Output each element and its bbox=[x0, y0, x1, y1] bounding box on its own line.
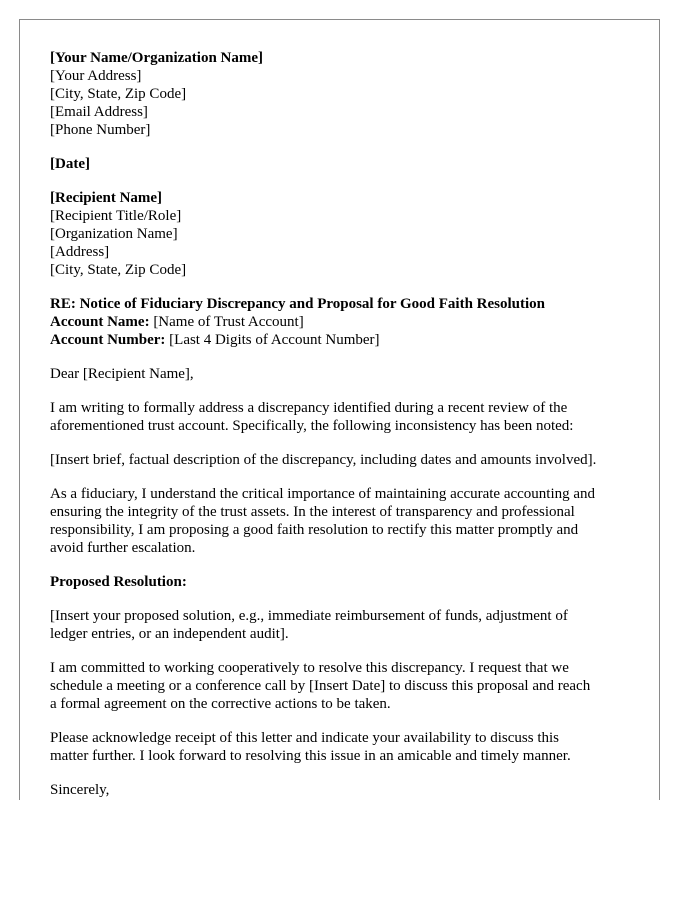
intro-paragraph bbox=[50, 399, 650, 435]
letter-date: [Date] bbox=[50, 156, 90, 172]
account-name-label: Account Name: bbox=[50, 314, 150, 330]
account-number-label: Account Number: bbox=[50, 332, 166, 348]
paragraph-line: aforementioned trust account. Specifically, the following inconsistency has been noted: bbox=[50, 418, 574, 434]
paragraph-line: schedule a meeting or a conference call by [Insert Date] to discuss this proposal and reach bbox=[50, 678, 591, 694]
sender-phone: [Phone Number] bbox=[50, 122, 151, 138]
subject-line: RE: Notice of Fiduciary Discrepancy and Proposal for Good Faith Resolution bbox=[50, 296, 545, 312]
acknowledge-paragraph bbox=[50, 729, 650, 765]
section-heading: Proposed Resolution: bbox=[50, 574, 187, 590]
commitment-paragraph bbox=[50, 659, 650, 713]
paragraph-line: responsibility, I am proposing a good faith resolution to rectify this matter promptly and bbox=[50, 522, 579, 538]
account-name-line bbox=[50, 313, 650, 331]
proposed-resolution-heading bbox=[50, 573, 650, 591]
paragraph-line: ledger entries, or an independent audit]. bbox=[50, 626, 289, 642]
closing-text: Sincerely, bbox=[50, 782, 110, 798]
recipient-block bbox=[50, 189, 650, 279]
account-number-value: [Last 4 Digits of Account Number] bbox=[165, 332, 380, 348]
sender-city-state-zip: [City, State, Zip Code] bbox=[50, 86, 187, 102]
recipient-title: [Recipient Title/Role] bbox=[50, 208, 182, 224]
subject-block bbox=[50, 295, 650, 349]
closing-block bbox=[50, 781, 650, 799]
sender-name: [Your Name/Organization Name] bbox=[50, 50, 264, 66]
paragraph-line: I am committed to working cooperatively to resolve this discrepancy. I request that we bbox=[50, 660, 569, 676]
letter-body bbox=[50, 49, 650, 800]
sender-address: [Your Address] bbox=[50, 68, 142, 84]
paragraph-line: [Insert your proposed solution, e.g., immediate reimbursement of funds, adjustment of bbox=[50, 608, 568, 624]
sender-email: [Email Address] bbox=[50, 104, 148, 120]
sender-block bbox=[50, 49, 650, 139]
account-name-value: [Name of Trust Account] bbox=[149, 314, 304, 330]
paragraph-line: matter further. I look forward to resolving this issue in an amicable and timely manner. bbox=[50, 748, 571, 764]
letter-page bbox=[19, 19, 660, 800]
paragraph-line: I am writing to formally address a discrepancy identified during a recent review of the bbox=[50, 400, 568, 416]
salutation-text: Dear [Recipient Name], bbox=[50, 366, 194, 382]
paragraph-line: ensuring the integrity of the trust assets. In the interest of transparency and professional bbox=[50, 504, 575, 520]
paragraph-line: avoid further escalation. bbox=[50, 540, 196, 556]
paragraph-line: [Insert brief, factual description of the discrepancy, including dates and amounts involved]. bbox=[50, 452, 597, 468]
paragraph-line: Please acknowledge receipt of this letter and indicate your availability to discuss this bbox=[50, 730, 560, 746]
paragraph-line: a formal agreement on the corrective actions to be taken. bbox=[50, 696, 391, 712]
paragraph-line: As a fiduciary, I understand the critical importance of maintaining accurate accounting and bbox=[50, 486, 596, 502]
recipient-name: [Recipient Name] bbox=[50, 190, 163, 206]
proposal-paragraph bbox=[50, 607, 650, 643]
discrepancy-paragraph bbox=[50, 451, 650, 469]
salutation bbox=[50, 365, 650, 383]
recipient-city-state-zip: [City, State, Zip Code] bbox=[50, 262, 187, 278]
fiduciary-paragraph bbox=[50, 485, 650, 557]
date-block bbox=[50, 155, 650, 173]
recipient-address: [Address] bbox=[50, 244, 110, 260]
recipient-organization: [Organization Name] bbox=[50, 226, 178, 242]
account-number-line bbox=[50, 331, 650, 349]
